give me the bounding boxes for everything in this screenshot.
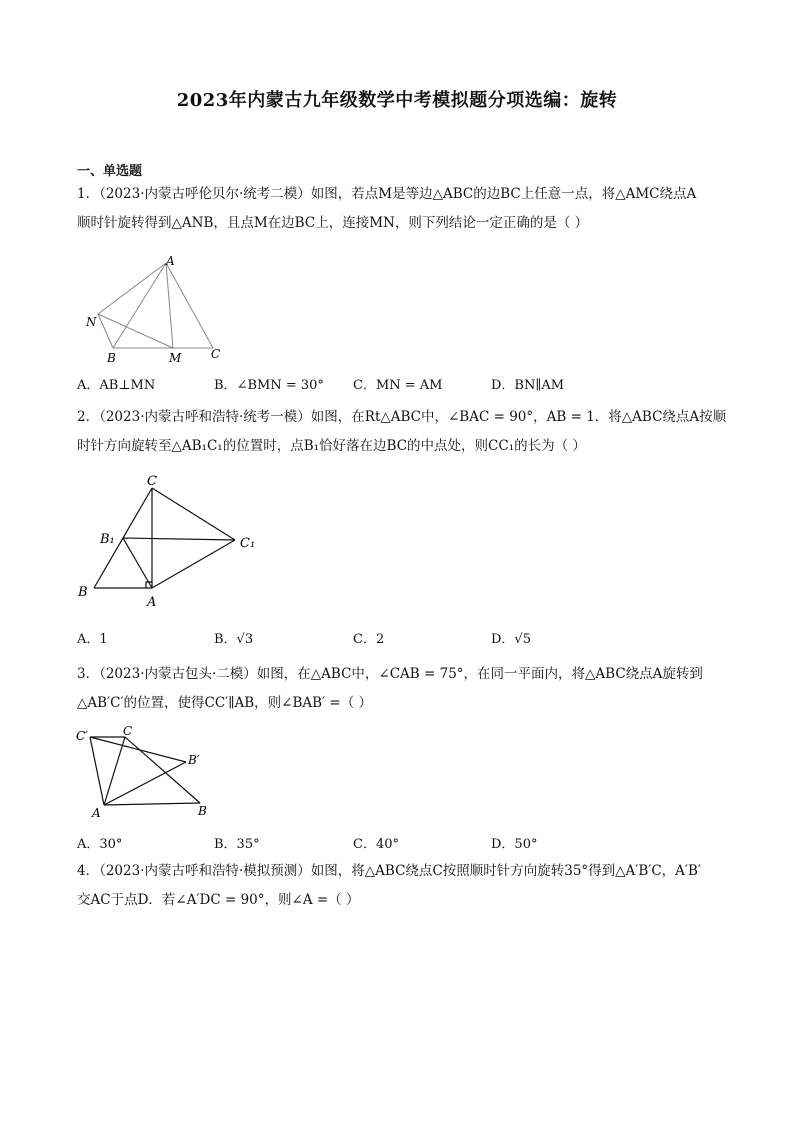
q2-option-b[interactable]: B．√3 [214, 632, 254, 647]
question-1 [77, 180, 722, 238]
q2-option-a[interactable]: A．1 [77, 632, 108, 647]
question-1-figure [80, 252, 230, 367]
q1-label-a: A [166, 254, 175, 268]
q1-label-n: N [86, 315, 97, 329]
q3-label-c: C [123, 724, 133, 738]
q1-option-c[interactable]: C．MN = AM [353, 378, 443, 393]
q3-option-a[interactable]: A．30° [77, 837, 123, 852]
q1-label-m: M [169, 351, 182, 365]
q2-label-b: B [78, 585, 88, 600]
q3-option-d[interactable]: D．50° [491, 837, 538, 852]
section-heading: 一、单选题 [77, 164, 143, 179]
question-2-line-2: 时针方向旋转至△AB₁C₁的位置时，点B₁恰好落在边BC的中点处，则CC₁的长为（ ） [77, 438, 586, 454]
q2-label-b1: B₁ [100, 532, 115, 547]
q1-label-b: B [107, 351, 116, 365]
question-4-line-2: 交AC于点D．若∠A′DC = 90°，则∠A =（ ） [77, 892, 360, 908]
q2-label-c1: C₁ [240, 536, 256, 551]
q3-label-b-prime: B′ [188, 753, 200, 767]
question-3 [77, 660, 722, 718]
q2-option-d[interactable]: D．√5 [491, 632, 531, 647]
q2-label-a: A [147, 595, 157, 610]
question-4-line-1: 4．（2023·内蒙古呼和浩特·模拟预测）如图，将△ABC绕点C按照顺时针方向旋转35°得到△A′B′C，A′B′ [77, 863, 701, 879]
question-3-figure [74, 722, 224, 820]
q3-label-a: A [92, 806, 101, 820]
q2-option-c[interactable]: C．2 [353, 632, 385, 647]
q1-option-d[interactable]: D．BN∥AM [491, 378, 565, 393]
question-2-figure [72, 470, 272, 610]
question-3-line-1: 3．（2023·内蒙古包头·二模）如图，在△ABC中，∠CAB = 75°，在同一平面内，将△ABC绕点A旋转到 [77, 666, 703, 682]
question-3-line-2: △AB′C′的位置，使得CC′∥AB，则∠BAB′ =（ ） [77, 695, 373, 711]
question-1-line-2: 顺时针旋转得到△ANB，且点M在边BC上，连接MN，则下列结论一定正确的是（ ） [77, 215, 589, 231]
question-2-line-1: 2．（2023·内蒙古呼和浩特·统考一模）如图，在Rt△ABC中，∠BAC = 90°，AB = 1．将△ABC绕点A按顺 [77, 409, 727, 425]
question-1-line-1: 1．（2023·内蒙古呼伦贝尔·统考二模）如图，若点M是等边△ABC的边BC上任意一点，将△AMC绕点A [77, 186, 697, 202]
q3-option-b[interactable]: B．35° [214, 837, 260, 852]
q3-option-c[interactable]: C．40° [353, 837, 399, 852]
q1-label-c: C [211, 347, 221, 361]
question-2 [77, 403, 727, 461]
q1-option-a[interactable]: A．AB⊥MN [77, 378, 156, 393]
q2-label-c: C [147, 474, 157, 489]
page-title: 2023年内蒙古九年级数学中考模拟题分项选编：旋转 [176, 90, 618, 111]
q3-label-c-prime: C′ [76, 729, 88, 743]
question-4 [77, 857, 722, 915]
q1-option-b[interactable]: B．∠BMN = 30° [214, 378, 324, 393]
q3-label-b: B [198, 804, 207, 818]
